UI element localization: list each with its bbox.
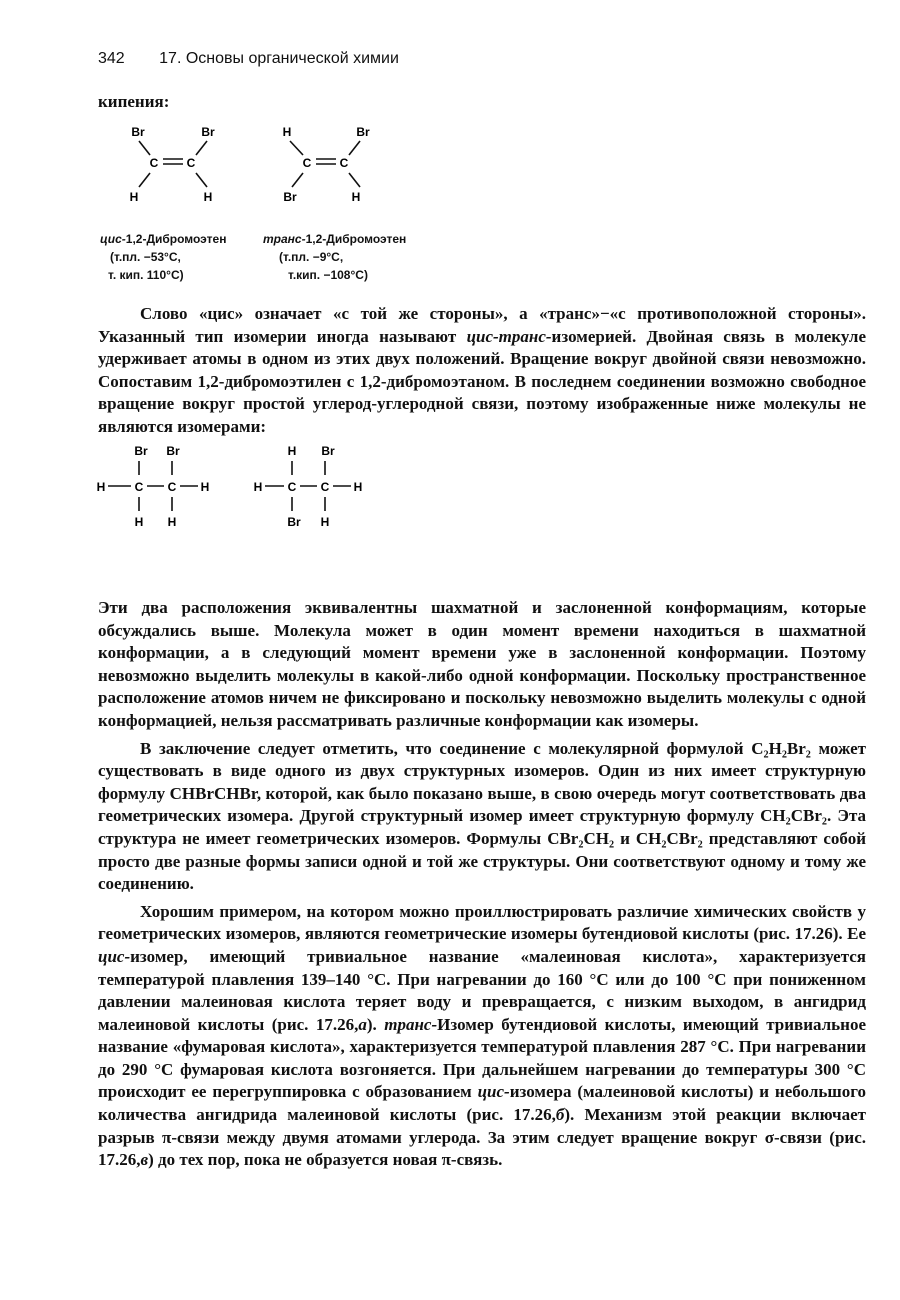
text-block-1 <box>98 303 866 439</box>
atom-c: C <box>320 480 330 494</box>
atom-br: Br <box>201 125 215 139</box>
atom-br: Br <box>287 515 301 529</box>
atom-c: C <box>167 480 177 494</box>
atom-h: H <box>96 480 106 494</box>
paragraph: Хорошим примером, на котором можно проиллюстрировать различие химических свойств у геометрических изомеров, являются геометрические изомеры бутендиовой кислоты (рис. 17.26). Ее цис-изомер, имеющий тривиальное название «малеиновая кислота», характеризуется температурой плавления 139–140 °С. При нагревании до 160 °С или до 100 °С при пониженном давлении малеиновая кислота теряет воду и превращается, с низким выходом, в ангидрид малеиновой кислоты (рис. 17.26,а). транс-Изомер бутендиовой кислоты, имеющий тривиальное название «фумаровая кислота», характеризуется температурой плавления 287 °С. При нагревании до 290 °С фумаровая кислота возгоняется. При дальнейшем нагревании до температуры 300 °С происходит ее перегруппировка с образованием цис-изомера (малеиновой кислоты) и небольшого количества ангидрида малеиновой кислоты (рис. 17.26,б). Механизм этой реакции включает разрыв π-связи между двумя атомами углерода. За этим следует вращение вокруг σ-связи (рис. 17.26,в) до тех пор, пока не образуется новая π-связь. <box>98 901 867 1170</box>
page-number: 342 <box>98 50 125 67</box>
atom-br: Br <box>356 125 370 139</box>
trans-name: 1,2-Дибромоэтен <box>305 232 407 246</box>
dibromoethane-structure-2 <box>248 440 378 532</box>
atom-h: H <box>253 480 263 494</box>
formula: CH₂CBr₂ <box>760 806 828 826</box>
trans-prefix: транс- <box>263 232 306 246</box>
cis-dibromoethene-structure <box>115 120 225 210</box>
paragraph: В заключение следует отметить, что соединение с молекулярной формулой C₂H₂Br₂ может существовать в виде одного из двух структурных изомеров. Один из них имеет структурную формулу CHBrCHBr, которой, как было показано выше, в свою очередь могут соответствовать два геометрических изомера. Другой структурный изомер имеет структурную формулу CH₂CBr₂. Эта структура не имеет геометрических изомеров. Формулы CBr₂CH₂ и CH₂CBr₂ представляют собой просто две разные формы записи одной и той же структуры. Они соответствуют одному и тому же соединению. <box>98 738 866 894</box>
formula: CBr₂CH₂ <box>547 828 615 848</box>
atom-h: H <box>134 515 144 529</box>
atom-c: C <box>149 156 159 170</box>
atom-c: C <box>186 156 196 170</box>
atom-h: H <box>200 480 210 494</box>
trans-boiling-point: т.кип. −108°С) <box>288 268 368 282</box>
atom-h: H <box>203 190 213 204</box>
atom-c: C <box>134 480 144 494</box>
paragraph: Слово «цис» означает «с той же стороны», а «транс»−«с противоположной стороны». Указанный тип изомерии иногда называют цис-транс-изомерией. Двойная связь в молекуле удерживает атомы в одном из этих двух положений. Вращение вокруг двойной связи невозможно. Сопоставим 1,2-дибромоэтилен с 1,2-дибромоэтаном. В последнем соединении возможно свободное вращение вокруг простой углерод-углеродной связи, поэтому изображенные ниже молекулы не являются изомерами: <box>98 304 866 436</box>
cis-prefix: цис- <box>100 232 126 246</box>
atom-h: H <box>320 515 330 529</box>
atom-br: Br <box>283 190 297 204</box>
cis-melting-point: (т.пл. −53°С, <box>110 250 181 264</box>
atom-c: C <box>302 156 312 170</box>
atom-h: H <box>353 480 363 494</box>
atom-c: C <box>339 156 349 170</box>
formula: CH₂CBr₂ <box>635 828 703 848</box>
atom-h: H <box>351 190 361 204</box>
atom-c: C <box>287 480 297 494</box>
atom-br: Br <box>134 444 148 458</box>
trans-dibromoethene-structure <box>268 120 378 210</box>
atom-h: H <box>167 515 177 529</box>
atom-br: Br <box>166 444 180 458</box>
cis-isomer-caption <box>100 230 226 284</box>
atom-h: H <box>129 190 139 204</box>
running-head <box>98 50 399 68</box>
atom-h: H <box>282 125 292 139</box>
atom-h: H <box>287 444 297 458</box>
atom-br: Br <box>131 125 145 139</box>
continuation-text: кипения: <box>98 92 170 111</box>
chapter-title: 17. Основы органической химии <box>159 50 399 67</box>
paragraph: Эти два расположения эквивалентны шахматной и заслоненной конформациям, которые обсуждались выше. Молекула может в один момент времени находиться в шахматной конформации, а в следующий момент времени уже в заслоненной конформации. Поэтому невозможно выделить молекулы в какой-либо одной конформации. Поскольку пространственное расположение атомов ничем не фиксировано и поскольку невозможно выделить молекулы с одной конформацией, нельзя рассматривать различные конформации как изомеры. <box>98 598 866 730</box>
formula: C₂H₂Br₂ <box>751 738 811 758</box>
trans-melting-point: (т.пл. −9°С, <box>279 250 344 264</box>
cis-name: 1,2-Дибромоэтен <box>125 232 227 246</box>
atom-br: Br <box>321 444 335 458</box>
cis-boiling-point: т. кип. 110°С) <box>108 268 184 282</box>
text-block-2 <box>98 597 866 1172</box>
dibromoethane-structure-1 <box>95 440 225 532</box>
trans-isomer-caption <box>263 230 406 284</box>
